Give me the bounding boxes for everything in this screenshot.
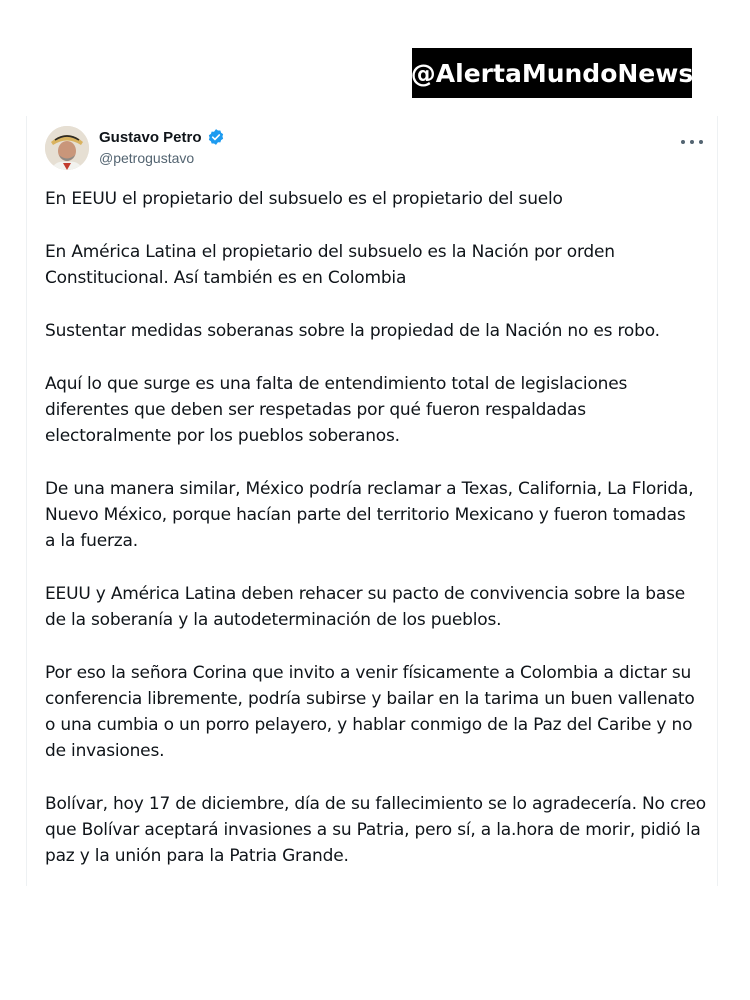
author-avatar[interactable] [45, 126, 89, 170]
watermark-label: @AlertaMundoNews [412, 48, 692, 98]
author-name-row [99, 128, 225, 146]
tweet-paragraph: Sustentar medidas soberanas sobre la propiedad de la Nación no es robo. [45, 321, 660, 341]
tweet-paragraph: En América Latina el propietario del subsuelo es la Nación por orden Constitucional. Así también es en Colombia [45, 242, 615, 288]
author-handle[interactable]: @petrogustavo [99, 150, 195, 166]
tweet-text [45, 186, 709, 896]
tweet-paragraph: Por eso la señora Corina que invito a venir físicamente a Colombia a dictar su conferencia libremente, podría subirse y bailar en la tarima un buen vallenato o una cumbia o un porro pelayero, y hablar conmigo de la Paz del Caribe y no de invasiones. [45, 663, 695, 761]
tweet-paragraph: En EEUU el propietario del subsuelo es el propietario del suelo [45, 189, 563, 209]
tweet-paragraph: Bolívar, hoy 17 de diciembre, día de su fallecimiento se lo agradecería. No creo que Bolívar aceptará invasiones a su Patria, pero sí, a la.hora de morir, pidió la paz y la unión para la Patria Grande. [45, 794, 706, 866]
tweet-paragraph: Aquí lo que surge es una falta de entendimiento total de legislaciones diferentes que deben ser respetadas por qué fueron respaldadas electoralmente por los pueblos soberanos. [45, 374, 628, 446]
tweet-paragraph: EEUU y América Latina deben rehacer su pacto de convivencia sobre la base de la soberanía y la autodeterminación de los pueblos. [45, 584, 685, 630]
more-dot [690, 140, 694, 144]
more-dot [681, 140, 685, 144]
more-options-icon[interactable] [681, 134, 703, 150]
tweet-card [26, 116, 718, 886]
more-dot [699, 140, 703, 144]
tweet-header [45, 126, 705, 174]
tweet-paragraph: De una manera similar, México podría reclamar a Texas, California, La Florida, Nuevo México, porque hacían parte del territorio Mexicano y fueron tomadas a la fuerza. [45, 479, 694, 551]
verified-badge-icon [207, 128, 225, 146]
author-name[interactable]: Gustavo Petro [99, 128, 202, 146]
